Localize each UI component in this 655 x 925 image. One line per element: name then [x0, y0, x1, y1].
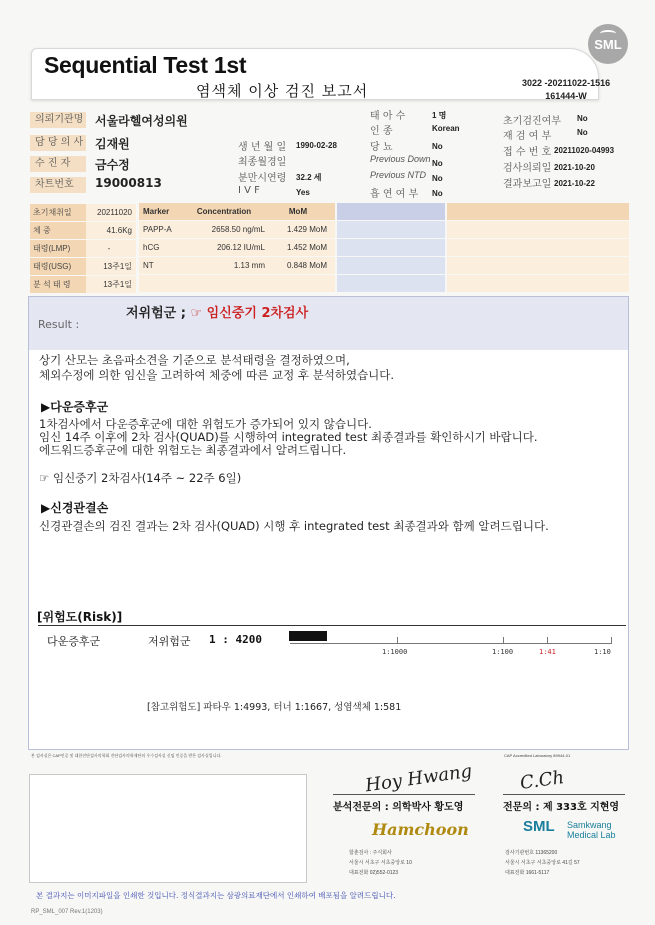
left-signature — [364, 760, 474, 797]
doctor-value: 김재원 — [95, 137, 130, 151]
diabetes-label: 당 뇨 — [370, 142, 393, 153]
grid-row — [337, 275, 629, 292]
sample-row — [30, 239, 136, 257]
grid-row — [337, 221, 629, 238]
hamchoon-logo: Hamchoon — [372, 820, 469, 839]
marker-name: PAPP-A — [143, 225, 172, 234]
chart-number-label: 차트번호 — [30, 177, 86, 193]
examinee-label: 수 진 자 — [30, 156, 86, 172]
lmp-label: 최종월경일 — [238, 157, 287, 168]
accreditation-note: 본 검사실은 CAP인증 및 대한진단검사의학회 진단검사의학재단의 우수검사실 신임 인증을 받은 검사실입니다. — [31, 753, 222, 758]
sample-label: 분 석 태 령 — [30, 276, 86, 293]
accession-value: 20211020-04993 — [554, 146, 615, 155]
sml-brand-sub2: Medical Lab — [567, 830, 616, 840]
risk-tick-label: 1:10 — [594, 648, 611, 656]
sml-brand-subtitle — [567, 820, 616, 840]
prev-ntd-value: No — [432, 174, 443, 183]
sample-value: 20211020 — [86, 204, 136, 221]
right-signer-name: 전문의 : 제 333호 지현영 — [503, 802, 620, 813]
sample-value: 13주1일 — [86, 258, 136, 275]
risk-bar — [289, 631, 327, 641]
left-address-line: 서울시 서초구 서초중앙로 10 — [349, 860, 412, 866]
risk-tick-label: 1:100 — [492, 648, 514, 656]
intro-line-2: 체외수정에 의한 임신을 고려하여 체중에 따른 교정 후 분석하였습니다. — [39, 368, 395, 382]
down-line-3: 에드워드증후군에 대한 위험도는 최종결과에서 알려드립니다. — [39, 443, 347, 457]
result-summary — [126, 302, 308, 321]
risk-axis — [290, 643, 612, 644]
right-address — [505, 848, 580, 878]
race-value: Korean — [432, 124, 460, 133]
marker-name: NT — [143, 261, 154, 270]
left-address — [349, 848, 412, 878]
down-line-1: 1차검사에서 다운증후군에 대한 위험도가 증가되어 있지 않습니다. — [39, 417, 372, 431]
report-number-line2: 161444-W — [545, 91, 587, 101]
right-address-line: 검사기관번호 11365200 — [505, 850, 558, 856]
report-date-label: 결과보고일 — [503, 179, 552, 190]
prev-down-value: No — [432, 159, 443, 168]
fetus-count-value: 1 명 — [432, 111, 447, 120]
result-header — [29, 297, 628, 350]
concentration-header: Concentration — [196, 207, 252, 216]
marker-mom: 0.848 MoM — [286, 261, 327, 270]
sample-label: 태령(LMP) — [30, 240, 86, 257]
grid-row — [337, 257, 629, 274]
hospital-label: 의뢰기관명 — [30, 112, 86, 128]
left-address-line: 대표전화 02)552-0123 — [349, 870, 399, 876]
right-signature-text: C.Ch — [518, 767, 566, 794]
down-syndrome-title: ▶다운증후군 — [41, 400, 109, 414]
report-number — [522, 77, 610, 103]
accession-label: 접 수 번 호 — [503, 147, 552, 158]
right-address-line: 대표전화 1661-5117 — [505, 870, 550, 876]
mom-header: MoM — [288, 207, 308, 216]
hospital-value: 서울라헬여성의원 — [95, 114, 188, 128]
sample-info-table — [30, 203, 136, 293]
prev-down-label: Previous Down — [370, 154, 431, 164]
risk-tick-label: 1:1000 — [382, 648, 408, 656]
grid-row — [337, 203, 629, 220]
marker-header-row — [139, 203, 335, 220]
left-address-line: 함춘검사 : 주식회사 — [349, 850, 392, 856]
sample-value: 13주1일 — [86, 276, 136, 293]
sample-row — [30, 203, 136, 221]
request-date-value: 2021-10-20 — [554, 163, 595, 172]
sample-value: 41.6Kg — [86, 222, 136, 239]
fetus-count-label: 태 아 수 — [370, 111, 406, 122]
report-title: Sequential Test 1st — [44, 52, 247, 78]
risk-tick-label: 1:41 — [539, 648, 556, 656]
chart-number-value: 19000813 — [95, 176, 162, 190]
smoking-value: No — [432, 189, 443, 198]
risk-tick — [547, 637, 548, 643]
marker-row — [139, 239, 335, 256]
extra-info-grid — [337, 203, 629, 293]
sample-row — [30, 221, 136, 239]
marker-mom: 1.452 MoM — [286, 243, 327, 252]
report-date-value: 2021-10-22 — [554, 179, 595, 188]
right-sign-line — [503, 794, 625, 795]
marker-name: hCG — [143, 243, 160, 252]
comment-box — [29, 774, 307, 883]
ivf-label: I V F — [238, 185, 260, 196]
grid-row — [337, 239, 629, 256]
ntd-line-1: 신경관결손의 검진 결과는 2차 검사(QUAD) 시행 후 integrated test 최종결과와 함께 알려드립니다. — [39, 519, 549, 533]
risk-disease: 다운증후군 — [47, 635, 101, 648]
left-sign-line — [333, 794, 475, 795]
dob-value: 1990-02-28 — [296, 141, 337, 150]
down-line-2: 임신 14주 이후에 2차 검사(QUAD)를 시행하여 integrated test 최종결과를 확인하시기 바랍니다. — [39, 430, 538, 444]
risk-tick — [503, 637, 504, 643]
age-label: 분만시연령 — [238, 173, 287, 184]
intro-line-1: 상기 산모는 초음파소견을 기준으로 분석태령을 결정하였으며, — [39, 353, 350, 367]
sample-row — [30, 275, 136, 293]
risk-title: [위험도(Risk)] — [37, 610, 123, 624]
cap-note: CAP Accredited Laboratory 89944-01 — [504, 753, 571, 758]
sample-label: 초기채취일 — [30, 204, 86, 221]
sml-brand-sub1: Samkwang — [567, 820, 612, 830]
sample-label: 체 중 — [30, 222, 86, 239]
first-test-value: No — [577, 114, 588, 123]
footer-note: 본 결과지는 이미지파일을 인쇄한 것입니다. 정식결과지는 삼광의료재단에서 인쇄하여 배포됨을 알려드립니다. — [36, 891, 396, 900]
report-subtitle: 염색체 이상 검진 보고서 — [196, 82, 369, 100]
sample-value: - — [86, 240, 136, 257]
examinee-value: 금수정 — [95, 158, 130, 172]
left-signature-text: Hoy Hwang — [364, 760, 474, 797]
request-date-label: 검사의뢰일 — [503, 163, 552, 174]
sample-label: 태령(USG) — [30, 258, 86, 275]
right-signature — [518, 767, 566, 794]
marker-table — [139, 203, 335, 293]
smoking-label: 흡 연 여 부 — [370, 189, 419, 200]
risk-divider — [38, 625, 626, 626]
sample-row — [30, 257, 136, 275]
risk-tick — [611, 637, 612, 643]
retest-label: 재 검 여 부 — [503, 131, 552, 142]
ivf-value: Yes — [296, 188, 310, 197]
doctor-label: 담 당 의 사 — [30, 135, 86, 151]
right-address-line: 서울시 서초구 서초중앙로 41길 57 — [505, 860, 580, 866]
race-label: 인 종 — [370, 126, 393, 137]
result-group: 저위험군 ; — [126, 306, 186, 321]
retest-value: No — [577, 128, 588, 137]
age-value: 32.2 세 — [296, 173, 322, 182]
report-number-line1: 3022 -20211022-1516 — [522, 78, 611, 88]
left-signer-name: 분석전문의 : 의학박사 황도영 — [333, 802, 464, 813]
result-recommendation: ☞ 임신중기 2차검사 — [190, 306, 309, 321]
dob-label: 생 년 월 일 — [238, 142, 287, 153]
marker-row-empty — [139, 275, 335, 292]
marker-mom: 1.429 MoM — [286, 225, 327, 234]
marker-row — [139, 221, 335, 238]
risk-tick — [397, 637, 398, 643]
ntd-title: ▶신경관결손 — [41, 501, 109, 515]
reference-risk: [참고위험도] 파타우 1:4993, 터너 1:1667, 성염색체 1:581 — [147, 702, 402, 713]
marker-header: Marker — [143, 207, 170, 216]
risk-value: 1 : 4200 — [209, 633, 262, 646]
marker-concentration: 1.13 mm — [233, 261, 265, 270]
sml-brand-logo: SML — [523, 818, 555, 835]
risk-group: 저위험군 — [148, 635, 191, 648]
prev-ntd-label: Previous NTD — [370, 170, 427, 180]
marker-concentration: 206.12 IU/mL — [216, 243, 265, 252]
result-label: Result : — [38, 318, 80, 331]
sml-logo: SML — [588, 24, 628, 64]
marker-row — [139, 257, 335, 274]
marker-concentration: 2658.50 ng/mL — [211, 225, 265, 234]
down-recommendation: ☞ 임신중기 2차검사(14주 ~ 22주 6일) — [39, 471, 242, 485]
footer-code: RP_SML_007 Rev.1(1203) — [31, 909, 103, 915]
diabetes-value: No — [432, 142, 443, 151]
first-test-label: 초기검진여부 — [503, 116, 561, 127]
